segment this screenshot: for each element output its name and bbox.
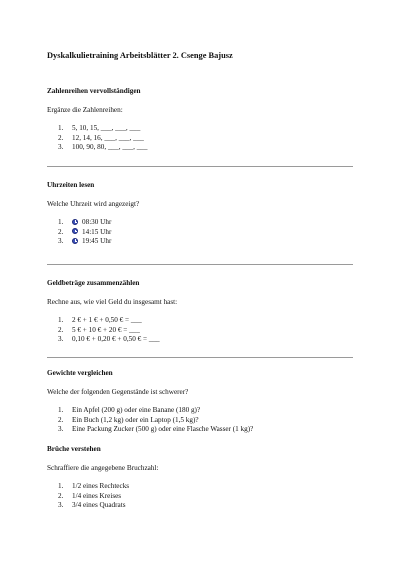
list-item: 2. Ein Buch (1,2 kg) oder ein Laptop (1,5 kg)? (58, 415, 199, 424)
section-money-addition (47, 278, 353, 345)
section-instruction: Welche der folgenden Gegenstände ist schwerer? (47, 388, 189, 396)
list-item: 1. 08:30 Uhr (58, 218, 112, 226)
exercise-list (47, 124, 353, 153)
section-number-series (47, 86, 353, 153)
section-instruction: Welche Uhrzeit wird angezeigt? (47, 200, 140, 208)
list-item: 1. 5, 10, 15, ___, ___, ___ (58, 124, 141, 132)
section-title: Zahlenreihen vervollständigen (47, 87, 141, 95)
section-divider (47, 264, 353, 265)
list-item: 3. Eine Packung Zucker (500 g) oder eine Flasche Wasser (1 kg)? (58, 425, 254, 433)
clock-icon (72, 228, 78, 234)
list-item: 3. 100, 90, 80, ___, ___, ___ (58, 143, 148, 151)
list-item: 2. 1/4 eines Kreises (58, 491, 122, 500)
exercise-list (47, 316, 353, 345)
list-item: 1. 2 € + 1 € + 0,50 € = ___ (58, 316, 142, 324)
list-item: 3. 19:45 Uhr (58, 237, 112, 245)
list-item: 2. 12, 14, 16, ___, ___, ___ (58, 133, 144, 142)
section-instruction: Rechne aus, wie viel Geld du insgesamt hast: (47, 298, 178, 306)
clock-icon (72, 238, 78, 244)
section-title: Uhrzeiten lesen (47, 181, 95, 189)
section-divider (47, 166, 353, 167)
list-item: 2. 5 € + 10 € + 20 € = ___ (58, 325, 140, 334)
section-instruction: Schraffiere die angegebene Bruchzahl: (47, 464, 159, 472)
document-title: Dyskalkulietraining Arbeitsblätter 2. Csenge Bajusz (47, 51, 233, 60)
exercise-list (47, 406, 353, 435)
list-item: 2. 14:15 Uhr (58, 227, 112, 236)
exercise-list (47, 218, 353, 247)
section-divider (47, 357, 353, 358)
section-title: Geldbeträge zusammenzählen (47, 279, 140, 287)
section-fractions (47, 444, 353, 511)
clock-icon (72, 219, 78, 225)
section-instruction: Ergänze die Zahlenreihen: (47, 106, 123, 114)
section-weight-comparison (47, 368, 353, 435)
list-item: 3. 3/4 eines Quadrats (58, 501, 126, 509)
section-clock-reading (47, 180, 353, 247)
list-item: 3. 0,10 € + 0,20 € + 0,50 € = ___ (58, 335, 160, 343)
list-item: 1. 1/2 eines Rechtecks (58, 482, 130, 490)
section-title: Gewichte vergleichen (47, 369, 113, 377)
list-item: 1. Ein Apfel (200 g) oder eine Banane (180 g)? (58, 406, 201, 414)
section-title: Brüche verstehen (47, 445, 101, 453)
exercise-list (47, 482, 353, 511)
